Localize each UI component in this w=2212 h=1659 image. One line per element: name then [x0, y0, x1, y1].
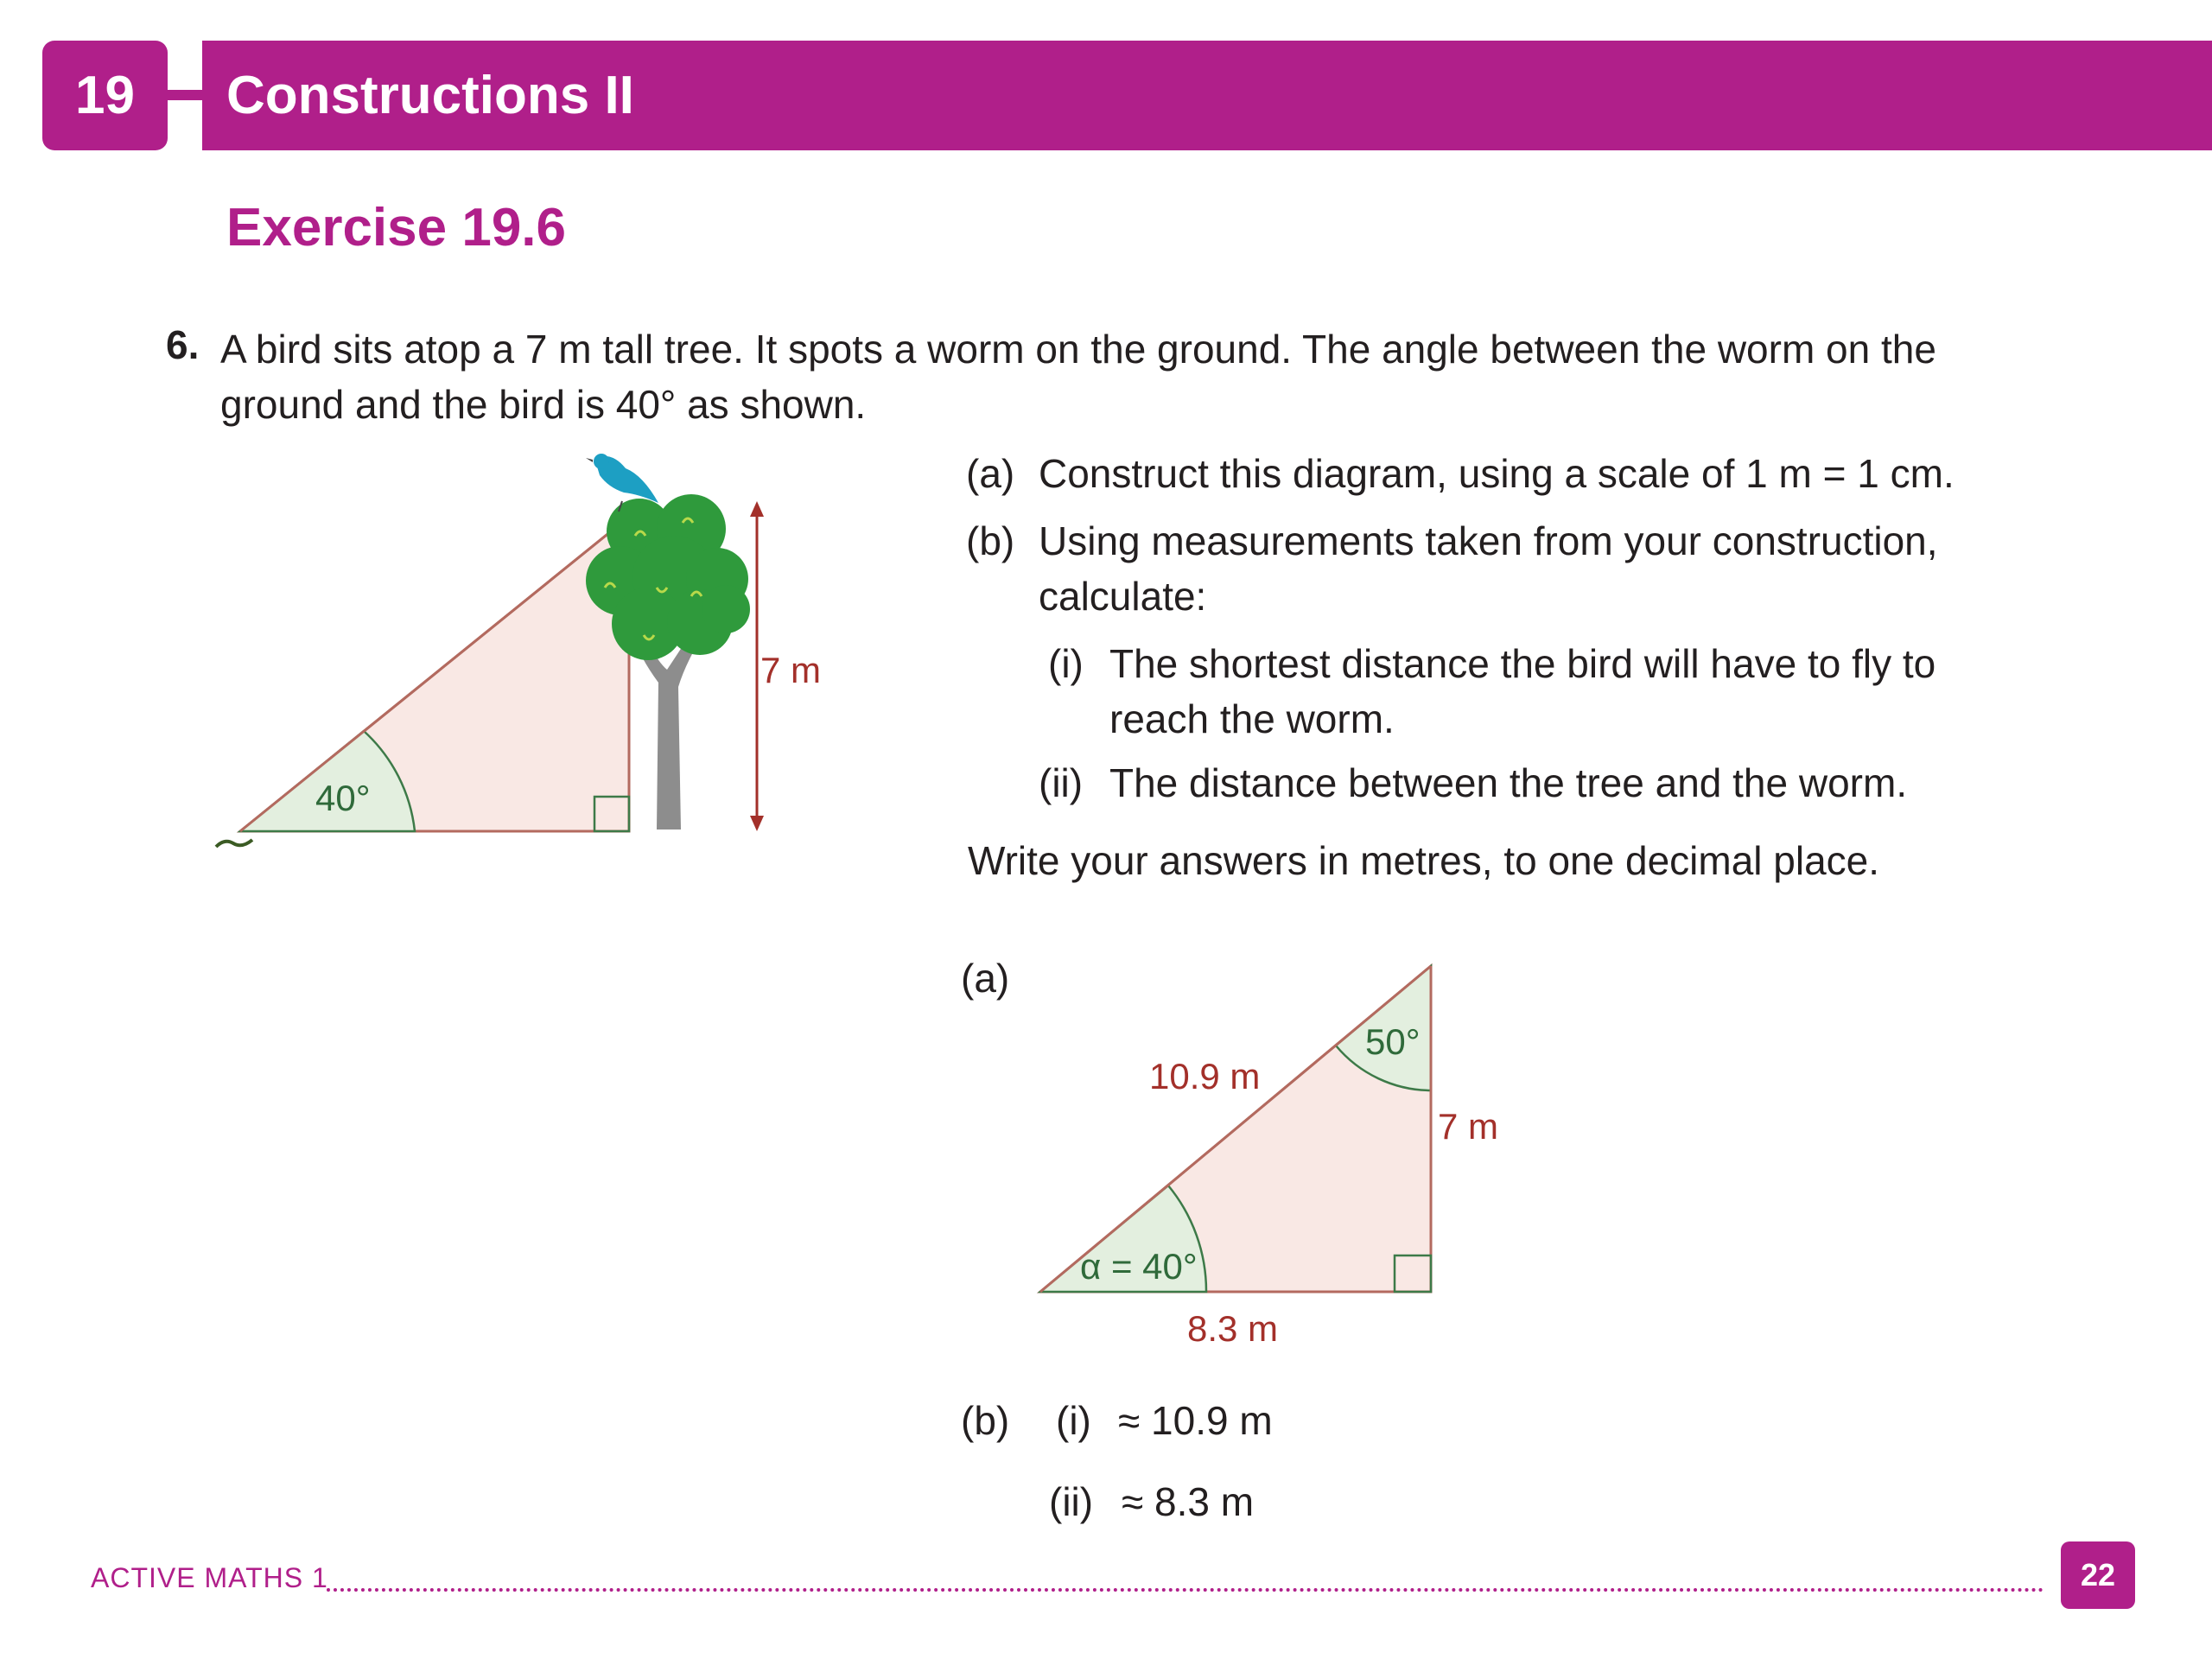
part-a-text: Construct this diagram, using a scale of 1 m = 1 cm. [1039, 451, 1955, 496]
part-ii-text: The distance between the tree and the worm. [1109, 760, 1908, 805]
chapter-title-bar [202, 41, 2212, 150]
header-connector [164, 90, 204, 100]
part-ii-label: (ii) [1039, 760, 1084, 805]
answer-ii-label: (ii) [1049, 1479, 1094, 1524]
part-i-line-2: reach the worm. [1109, 696, 1395, 741]
answer-b-label: (b) [961, 1398, 1010, 1443]
answer-a-label: (a) [961, 956, 1010, 1001]
question-line-2: ground and the bird is 40° as shown. [220, 382, 867, 427]
part-b-line-2: calculate: [1039, 574, 1207, 619]
answer-ii-value: ≈ 8.3 m [1122, 1479, 1255, 1524]
page-number: 22 [2061, 1541, 2135, 1609]
worm-icon [216, 840, 252, 847]
answer-height-label: 7 m [1438, 1106, 1499, 1147]
height-7m-label: 7 m [760, 650, 822, 690]
question-line-1: A bird sits atop a 7 m tall tree. It spots a worm on the ground. The angle between the worm on the [220, 327, 1936, 372]
angle-40-label: 40° [315, 778, 371, 818]
question-number: 6. [166, 322, 200, 367]
part-a-label: (a) [966, 451, 1015, 496]
hypotenuse-label: 10.9 m [1149, 1056, 1261, 1096]
chapter-number-badge: 19 [42, 41, 168, 150]
book-title: ACTIVE MATHS 1 [91, 1562, 328, 1593]
part-i-line-1: The shortest distance the bird will have to fly to [1109, 641, 1936, 686]
base-label: 8.3 m [1187, 1308, 1279, 1349]
footer-dotted-rule [327, 1588, 2044, 1592]
answer-i-value: ≈ 10.9 m [1118, 1398, 1273, 1443]
part-b-label: (b) [966, 518, 1015, 563]
instruction-text: Write your answers in metres, to one decimal place. [968, 838, 1880, 883]
answer-i-label: (i) [1056, 1398, 1091, 1443]
top-angle-label: 50° [1365, 1021, 1421, 1062]
alpha-label: α = 40° [1080, 1246, 1198, 1287]
exercise-title: Exercise 19.6 [226, 198, 567, 257]
chapter-title: Constructions II [226, 66, 634, 125]
part-i-label: (i) [1048, 641, 1084, 686]
part-b-line-1: Using measurements taken from your construction, [1039, 518, 1938, 563]
